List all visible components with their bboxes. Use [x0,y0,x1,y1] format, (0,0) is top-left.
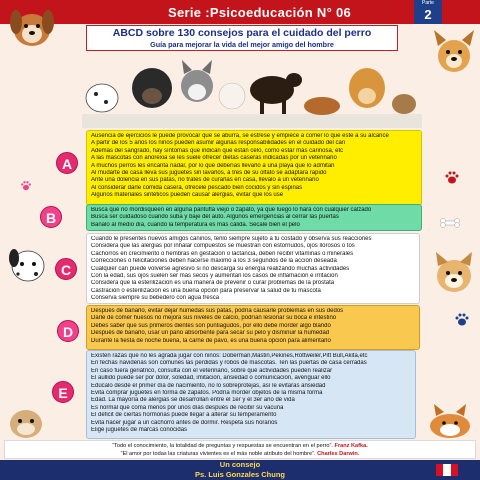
tip-line: El aullido puede ser por dolor, soledad, imitación, ansiedad o comunicación, averiguar ello [91,375,331,382]
tip-line: Es normal que coma menos por unos días después de recibir su vacuna [91,404,284,411]
tip-line: Evita hacer jugar a un cachorro antes de dormir. Respeta sus horarios [91,419,278,426]
tip-line: Busca ser cuidadoso cuando suba y baje del auto. Algunos emergencias al cerrar las puertas [91,214,339,221]
tip-line: Conserva siempre su bebedero con agua fresca [91,295,220,302]
tip-line: Considera que la esterilización es una manera de prevenir o curar problemas de la próstata [91,280,335,287]
subtitle: Guía para mejorar la vida del mejor amigo del hombre [150,40,334,49]
tip-line: Debes saber que sus primeros dientes son puntiagudos, por ello debe morder algo blando [91,322,331,329]
tip-line: A muchos perros les encanta nadar, por lo que deberías llevarlo a una playa que lo admitan [91,162,335,169]
tip-line: Busca que no mordisqueen en alguna pantufla viejo o zapato, ya que luego lo hará con cualquier calzado [91,207,372,213]
tip-line: Castración o esterilización es una buena opción para preservar la salud de tu mascota [91,287,321,294]
bone-icon [440,218,460,228]
tip-line: Ausencia de ejercicios le puede provocar que se aburra, se estrese y empiece a comer lo que este a su alcance [91,133,389,139]
tip-line: Además del sangrado, hay síntomas que indican que están celo, como estar más cariñosa, etc [91,147,344,154]
section-a [86,130,422,206]
peru-flag-icon [436,464,458,476]
section-b [86,204,422,231]
series-title: Serie :Psicoeducación N° 06 [168,5,352,20]
tip-line: Durante la fiesta de noche buena, la carne de pavo, es una buena opción para alimentarlo [91,337,331,344]
tip-line: Edad. La mayoría de alergias se desarrollan entre el 1er y el 3er año de vida [91,397,295,404]
tip-line: Cachorros en crecimiento o hembras en gestación o lactancia, deben recibir vitaminas o minerales [91,250,354,257]
main-title: ABCD sobre 130 consejos para el cuidado del perro [112,27,372,39]
section-letter-e: E [52,381,74,403]
footer-bar [0,460,480,480]
tip-line: En caso fuera geriátrico, consulta con el veterinario, sobre qué actividades pueden realizar [91,367,333,374]
quote-author: Franz Kafka. [334,443,368,449]
paw-icon [20,180,32,192]
corgi-icon [424,402,476,440]
tip-line: En fechas navideñas son comunes las perdidas y robos de mascotas. Ten las puertas de casa cerradas [91,360,367,367]
parte-number: 2 [424,7,432,22]
tip-line: A las mascotas con anorexia se les suele ofrecer dietas caseras indicadas por un veterinario [91,155,337,162]
corner-dog-right-icon [430,26,478,78]
quote-text: “El amor por todas las criaturas vivientes es el más noble atributo del hombre”. [120,451,316,457]
section-letter-c: C [55,258,77,280]
cartoon-dog-right-icon [430,250,478,296]
tip-line: Cualquier can puede volverse agresivo si no descarga su energía realizando muchas actividades [91,265,350,272]
tip-line: Edúcalo desde el primer día de nacimiento, no lo sobreprotejas, así le evitaras ansiedad [91,382,326,389]
corner-dog-left-icon [4,0,60,52]
paw-icon [444,170,460,186]
parte-badge [414,0,442,24]
dalmatian-puppy-icon [6,244,50,284]
tip-line: Después de bañarlo, evitar dejar húmedas sus patas, podría causarle problemas en sus dedos [91,308,344,314]
quote-line [11,450,469,458]
tip-line: Bañalo al medio día, cuando la temperatura es más cálida. Secale bien el pelo [91,221,300,228]
dog-group-illustration [82,48,422,128]
section-e [86,350,416,439]
tip-line: Evita comprar juguetes en forma de zapatos. Podría morder objetos de la misma forma [91,390,323,397]
paw-icon [454,312,470,328]
tip-line: Considera que las alergias por inhalar compuestos se muestran con estornudos, ojos llorosos o tos [91,243,355,250]
quote-author: Charles Darwin. [317,451,360,457]
tip-line: Algunos materiales sintéticos pueden causar alergias, evitar que los use [91,192,284,199]
footer-title: Un consejo [219,460,261,469]
tip-line: Al considerar darle comida casera, ofrécele pescado bien cocidos y sin espinas [91,184,303,191]
bulldog-icon [6,402,46,440]
tip-line: El déficit de ciertas hormonas puede llegar a alterar su temperamento [91,412,277,419]
section-letter-a: A [56,152,78,174]
tip-line: Cuando le presentes nuevos amigos caninos, tenlo siempre sujeto a tu costado y observa sus reacciones [91,236,372,242]
tip-line: Ante una dolencia en sus patas, no trates de curarlas en casa, llévalo a un veterinario [91,177,319,184]
tip-line: Al mudarte de casa lleva sus juguetes sin lavarlos, a tres de su olfato se adaptará rápido [91,170,327,177]
tip-line: Con la edad, sus ojos suelen ser más secos y aumentan los casos de inflamación e irritación [91,273,338,280]
tip-line: Darle de comer huesos no mejora sus niveles de calcio, podrían lesionar su boca e intestino [91,315,337,322]
tip-line: Correcciones o felicitaciones deben hacerse máximo a los 3 segundos de la acción deseada [91,258,337,265]
tip-line: Existen razas que no les agrada jugar con niños: Doberman,Mastin,Pekines,Rottweiler,Pitt Bull,Akita,etc [91,353,368,359]
tip-line: Elige juguetes de marcas conocidas [91,427,188,434]
section-letter-b: B [40,206,62,228]
section-c [86,233,420,304]
section-d [86,305,420,350]
section-letter-d: D [57,320,79,342]
quote-text: “Todo el conocimiento, la totalidad de preguntas y respuestas se encuentran en el perro”. [112,443,333,449]
parte-label: Parte [422,0,434,6]
tip-line: A partir de los 5 años los niños pueden asumir algunas responsabilidades en el cuidado del can [91,140,346,147]
quote-line [11,442,469,450]
footer-author: Ps. Luis Gonzales Chung [194,470,285,479]
header-bar [0,0,480,24]
tip-line: Después de bañarlo, usar un paño absorbente para secar su pelo y disminuir la humedad [91,330,330,337]
quotes-box [4,440,476,459]
